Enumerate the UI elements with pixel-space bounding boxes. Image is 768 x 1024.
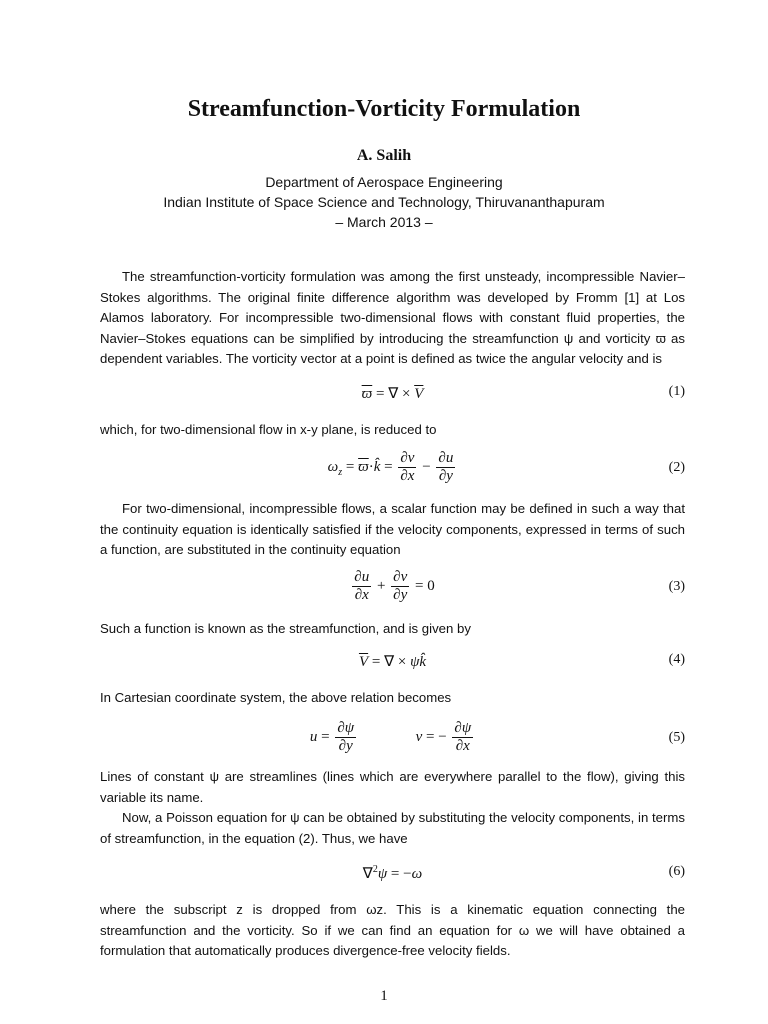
publication-date: – March 2013 – [335, 214, 433, 230]
paper-title: Streamfunction-Vorticity Formulation [187, 96, 581, 122]
equation-number-4: (4) [668, 652, 685, 667]
equation-5: u = $\frac{\partial\psi}{\partial y}$ v = − $\frac{\partial\psi}{\partial x}$ (5) [309, 720, 685, 754]
affiliation-department: Department of Aerospace Engineering [265, 174, 503, 190]
paragraph-continuity: For two-dimensional, incompressible flows, a scalar function may be defined in such a way that the continuity equation is identically satisfied if the velocity components, expressed in terms of such a function, are substituted in the continuity equation [100, 501, 685, 557]
paragraph-streamfunction: Such a function is known as the streamfunction, and is given by [100, 621, 471, 636]
paragraph-cartesian: In Cartesian coordinate system, the above relation becomes [100, 690, 452, 705]
equation-number-3: (3) [668, 579, 685, 594]
equation-2: $\omega_z$ = $\overline{ϖ}\cdot k̂$ = $\frac{\partial v}{\partial x}$ − $\frac{\partial u}{\partial y}$ (2) [327, 450, 685, 484]
equation-number-5: (5) [668, 730, 685, 745]
affiliation-institute: Indian Institute of Space Science and Technology, Thiruvananthapuram [163, 194, 605, 210]
equation-number-1: (1) [668, 384, 685, 399]
paragraph-poisson: Now, a Poisson equation for ψ can be obtained by substituting the velocity components, in terms of streamfunction, in the equation (2). Thus, we have [100, 810, 685, 846]
paragraph-streamlines: Lines of constant ψ are streamlines (lines which are everywhere parallel to the flow), giving this variable its name. [100, 769, 685, 805]
equation-3: $\frac{\partial u}{\partial x}$ + $\frac{\partial v}{\partial y}$ = 0 (3) [354, 569, 685, 603]
paragraph-intro: The streamfunction-vorticity formulation was among the first unsteady, incompressible Navier–Stokes algorithms. The original finite difference algorithm was developed by Fromm [1] at Los Alamos laboratory. For incompressible two-dimensional flows with constant fluid properties, the Navier–Stokes equations can be simplified by introducing the streamfunction ψ and vorticity ϖ as dependent variables. The vorticity vector at a point is defined as twice the angular velocity and is [100, 269, 685, 366]
paragraph-2d-flow: which, for two-dimensional flow in x-y plane, is reduced to [100, 422, 437, 437]
equation-number-2: (2) [668, 460, 685, 475]
page-number: 1 [380, 988, 388, 1004]
paragraph-kinematic: where the subscript z is dropped from ωz. This is a kinematic equation connecting the streamfunction and the vorticity. So if we can find an equation for ω we will have obtained a formulation that automatically produces divergence-free velocity fields. [100, 902, 685, 958]
equation-number-6: (6) [668, 864, 685, 879]
author-name: A. Salih [356, 147, 412, 164]
